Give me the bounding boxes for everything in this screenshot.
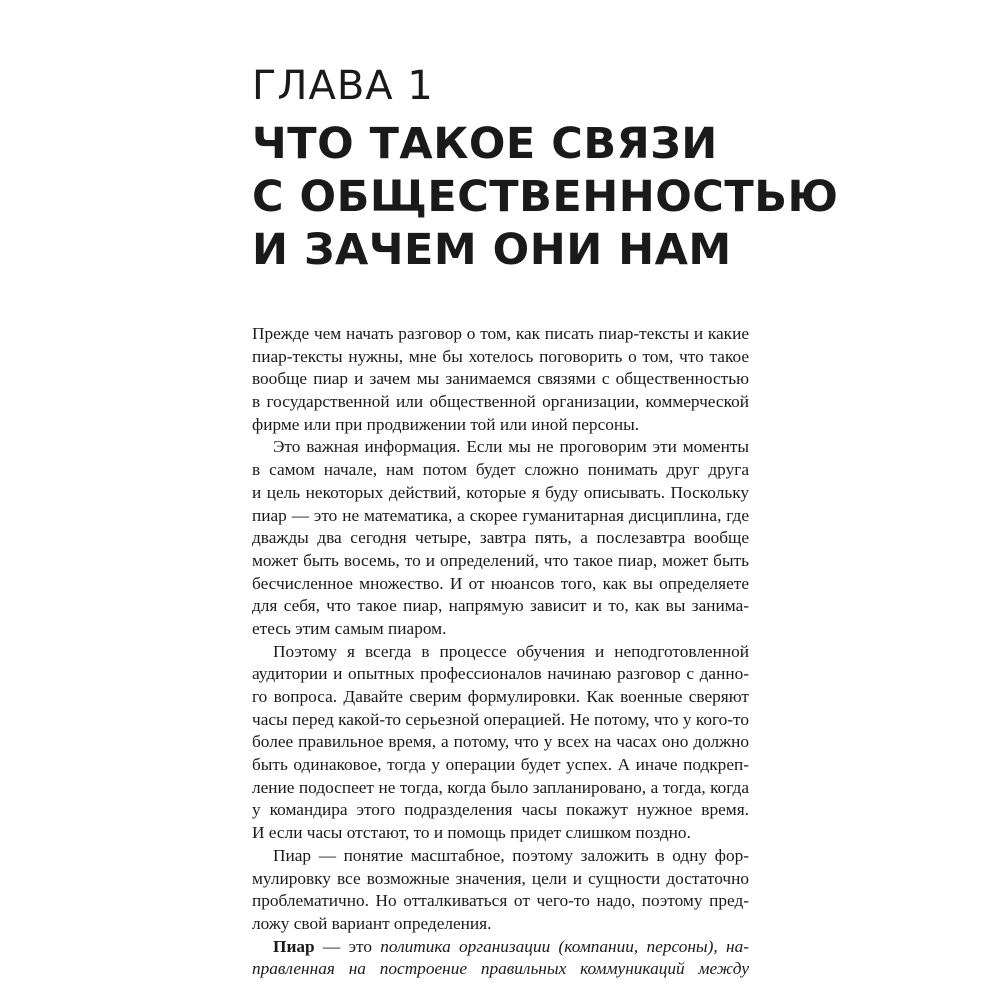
text-line: аудитории и опытных профессионалов начинаю разговор с данно- [252,664,749,684]
text-line: у командира этого подразделения часы покажут нужное время. [252,800,749,820]
text-line: может быть восемь, то и определений, что такое пиар, может быть [252,550,749,570]
text-line: в самом начале, нам потом будет сложно понимать друг друга [252,460,749,480]
text-line: вообще пиар и зачем мы занимаемся связями с общественностью [252,369,749,389]
body-text [252,323,749,981]
definition-dash: — это [314,936,381,956]
chapter-title-line: ЧТО ТАКОЕ СВЯЗИ [252,119,718,169]
text-line: в государственной или общественной организации, коммерческой [252,392,749,412]
text-line: более правильное время, а потому, что у всех на часах оно должно [252,732,749,752]
text-line: проблематично. Но отталкиваться от чего-то надо, поэтому пред- [252,891,749,911]
text-line: дважды два сегодня четыре, завтра пять, а послезавтра вообще [252,528,749,548]
text-line: пиар — это не математика, а скорее гуманитарная дисциплина, где [252,505,749,525]
chapter-title-line: С ОБЩЕСТВЕННОСТЬЮ [252,172,839,222]
text-line: Это важная информация. Если мы не проговорим эти моменты [273,437,749,457]
chapter-label: ГЛАВА 1 [252,63,434,109]
text-line: для себя, что такое пиар, напрямую зависит и то, как вы занима- [252,596,749,616]
text-line: пиар-тексты нужны, мне бы хотелось поговорить о том, что такое [252,346,749,366]
text-line: Пиар — понятие масштабное, поэтому заложить в одну фор- [273,845,749,865]
text-line: фирме или при продвижении той или иной персоны. [252,414,640,434]
definition-text: политика организации (компании, персоны), на- [380,936,749,956]
definition-line: правленная на построение правильных коммуникаций между [252,959,749,979]
text-line: и цель некоторых действий, которые я буду описывать. Поскольку [252,482,749,502]
text-line: етесь этим самым пиаром. [252,618,447,638]
text-line: мулировку все возможные значения, цели и сущности достаточно [252,868,749,888]
chapter-title-line: И ЗАЧЕМ ОНИ НАМ [252,225,732,275]
text-line: го вопроса. Давайте сверим формулировки. Как военные сверяют [252,687,749,706]
definition-line [252,936,749,959]
text-line: быть одинаковое, тогда у операции будет успех. А иначе подкреп- [252,755,749,775]
text-line: ложу свой вариант определения. [252,913,492,933]
chapter-title [252,118,839,277]
text-line: Прежде чем начать разговор о том, как писать пиар-тексты и какие [252,324,749,343]
text-line: Поэтому я всегда в процессе обучения и неподготовленной [273,641,749,661]
definition-term: Пиар [273,936,315,956]
text-line: бесчисленное множество. И от нюансов того, как вы определяете [252,573,749,593]
text-line: И если часы отстают, то и помощь придет слишком поздно. [252,823,691,843]
text-line: часы перед какой-то серьезной операцией. Не потому, что у кого-то [252,709,749,729]
text-line: ление подоспеет не тогда, когда было запланировано, а тогда, когда [252,777,749,797]
